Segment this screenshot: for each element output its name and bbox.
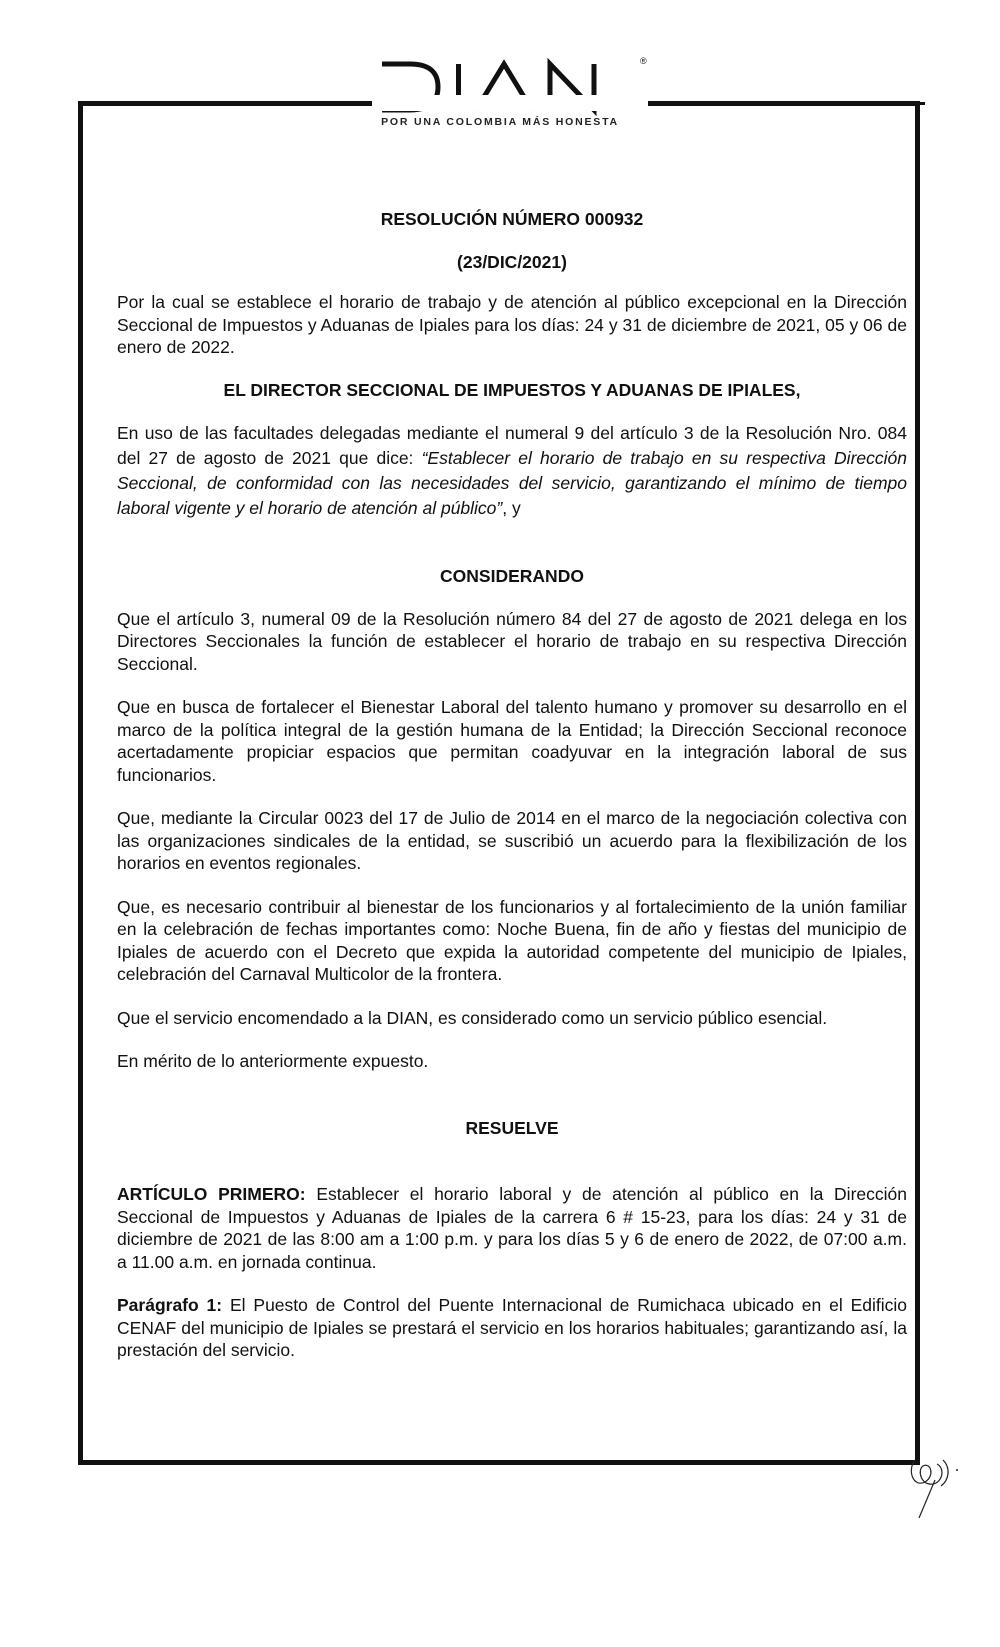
paragraph-one — [117, 1294, 907, 1362]
registered-mark: ® — [640, 56, 647, 66]
resolution-title: RESOLUCIÓN NÚMERO 000932 — [380, 209, 644, 229]
considerando-paragraph: Que, mediante la Circular 0023 del 17 de Julio de 2014 en el marco de la negociación colectiva con las organizaciones sindicales de la entidad, se suscribió un acuerdo para la flexibilización de los horarios en eventos regionales. — [117, 808, 907, 873]
considerando-paragraph: En mérito de lo anteriormente expuesto. — [117, 1051, 429, 1071]
article-one-text: Establecer el horario laboral y de atención al público en la Dirección Seccional de Impuestos y Aduanas de Ipiales de la carrera 6 # 15-23, para los días: 24 y 31 de diciembre de 2021 de las 8:00 am a 1:00 p.m. y para los días 5 y 6 de enero de 2022, de 07:00 a.m. a 11.00 a.m. en jornada continua. — [117, 1184, 907, 1272]
considerando-paragraph: Que, es necesario contribuir al bienestar de los funcionarios y al fortalecimiento de la unión familiar en la celebración de fechas importantes como: Noche Buena, fin de año y fiestas del municipio de Ipiales de acuerdo con el Decreto que expida la autoridad competente del municipio de Ipiales, celebración del Carnaval Multicolor de la frontera. — [117, 896, 907, 984]
paragraph-one-label: Parágrafo 1: — [117, 1295, 223, 1315]
handwritten-initials — [905, 1440, 975, 1520]
article-one-label: ARTÍCULO PRIMERO: — [117, 1184, 306, 1204]
resolution-summary: Por la cual se establece el horario de trabajo y de atención al público excepcional en la Dirección Seccional de Impuestos y Aduanas de Ipiales para los días: 24 y 31 de diciembre de 2021, 05 y 06 de enero de 2022. — [117, 292, 907, 357]
paragraph-one-text: El Puesto de Control del Puente Internacional de Rumichaca ubicado en el Edificio CENAF del municipio de Ipiales se prestará el servicio en los horarios habituales; garantizando así, la prestación del servicio. — [117, 1295, 907, 1360]
resuelve-heading: RESUELVE — [465, 1117, 559, 1138]
frame-logo-gap — [372, 95, 648, 111]
considerando-heading: CONSIDERANDO — [440, 566, 584, 586]
powers-quote: “Establecer el horario de trabajo en su respectiva Dirección Seccional, de conformidad con las necesidades del servicio, garantizando el mínimo de tiempo laboral vigente y el horario de atención al público” — [117, 448, 907, 518]
powers-paragraph — [117, 421, 907, 521]
logo-tagline: POR UNA COLOMBIA MÁS HONESTA — [381, 116, 619, 128]
authority-heading: EL DIRECTOR SECCIONAL DE IMPUESTOS Y ADUANAS DE IPIALES, — [223, 379, 801, 400]
considerando-paragraph: Que el servicio encomendado a la DIAN, es considerado como un servicio público esencial. — [117, 1007, 828, 1028]
resolution-date: (23/DIC/2021) — [457, 251, 567, 272]
article-one — [117, 1183, 907, 1273]
powers-intro: En uso de las facultades delegadas mediante el numeral 9 del artículo 3 de la Resolución Nro. 084 del 27 de agosto de 2021 que dice: — [117, 423, 907, 468]
considerando-paragraph: Que el artículo 3, numeral 09 de la Resolución número 84 del 27 de agosto de 2021 delega en los Directores Seccionales la función de establecer el horario de trabajo en su respectiva Dirección Seccional. — [117, 608, 907, 674]
powers-end: , y — [502, 498, 521, 518]
document-body — [117, 208, 907, 1362]
considerando-paragraph: Que en busca de fortalecer el Bienestar Laboral del talento humano y promover su desarrollo en el marco de la política integral de la gestión humana de la Entidad; la Dirección Seccional reconoce acertadamente propiciar espacios que permitan coadyuvar en la integración laboral de sus funcionarios. — [117, 697, 907, 785]
